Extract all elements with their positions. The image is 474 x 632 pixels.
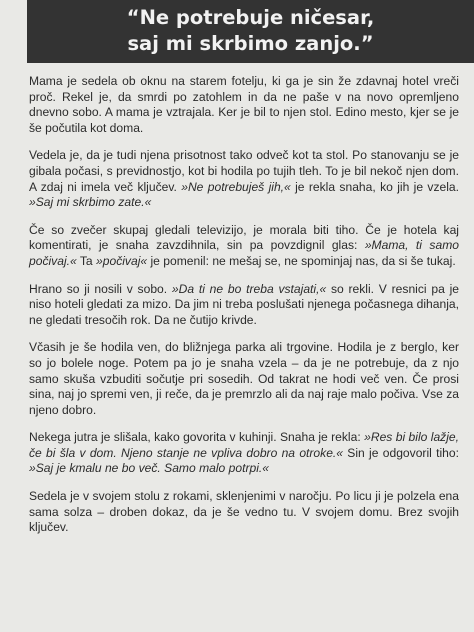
paragraph-6 (29, 430, 459, 477)
text-run: Sedela je v svojem stolu z rokami, sklenjenimi v naročju. Po licu ji je polzela ena sama solza – droben dokaz, da je še vedno tu. V svojem domu. Brez svojih ključev. (29, 489, 459, 535)
paragraph-4 (29, 282, 459, 329)
text-run: Včasih je še hodila ven, do bližnjega parka ali trgovine. Hodila je z berglo, ker so jo bolele noge. Potem pa jo je snaha vzela – da je ne potrebuje, da z njo samo skuša vzbuditi sočutje pri sosedih. Od takrat ne hodi več ven. Če prosi sina, naj jo spremi ven, ji reče, da je premrzlo ali da naj raje malo počiva. Vse za njeno dobro. (29, 340, 459, 417)
paragraph-7 (29, 489, 459, 536)
paragraph-5 (29, 340, 459, 418)
paragraph-3 (29, 223, 459, 270)
text-run: Vedela je, da je tudi njena prisotnost tako odveč kot ta stol. Po stanovanju se je gibala počasi, s previdnostjo, kot bi hodila po tujih tleh. To je bil nekoč njen dom. A zdaj ni imela več ključev. (29, 148, 459, 194)
text-run: Nekega jutra je slišala, kako govorita v kuhinji. Snaha je rekla: (29, 430, 365, 445)
text-run: Ta (76, 253, 97, 268)
quote-run: »Ne potrebuješ jih,« (181, 179, 291, 194)
text-run: so rekli. V resnici pa je niso hoteli gledati za mizo. Da jim ni treba poslušati njenega počasnega dihanja, ne gledati tresočih rok. Da ne čutijo krivde. (29, 281, 459, 327)
paragraph-1 (29, 74, 459, 136)
text-run: Hrano so ji nosili v sobo. (29, 281, 172, 296)
quote-run: »Da ti ne bo treba vstajati,« (171, 281, 327, 296)
text-run: je pomenil: ne mešaj se, ne spominjaj nas, da si še tukaj. (147, 253, 456, 268)
title-line-1: “Ne potrebuje ničesar, (126, 6, 375, 29)
text-run: je rekla snaha, ko jih je vzela. (290, 179, 459, 194)
text-run: Če so zvečer skupaj gledali televizijo, je morala biti tiho. Če je hotela kaj komentirati, je snaha zavzdihnila, sin pa povzdignil glas: (29, 222, 459, 253)
paragraph-2 (29, 148, 459, 210)
text-run: Sin je odgovoril tiho: (343, 445, 459, 460)
quote-run: »Saj je kmalu ne bo več. Samo malo potrpi.« (29, 461, 269, 476)
title-line-2: saj mi skrbimo zanjo.” (127, 32, 374, 55)
title-band (27, 0, 474, 63)
quote-run: »Saj mi skrbimo zate.« (29, 195, 152, 210)
story-body (29, 74, 459, 548)
text-run: Mama je sedela ob oknu na starem fotelju, ki ga je sin že zdavnaj hotel vreči proč. Rekel je, da smrdi po zatohlem in da ne paše v na novo opremljeno dnevno sobo. A mama je vztrajala. Ker je bil to njen stol. Edino mesto, kjer se je še počutila kot doma. (29, 74, 459, 135)
quote-run: »Res bi bilo lažje, če bi šla v dom. Njeno stanje ne vpliva dobro na otroke.« (29, 430, 459, 460)
quote-run: »Mama, ti samo počivaj.« (29, 238, 459, 268)
quote-run: »počivaj« (96, 253, 148, 268)
